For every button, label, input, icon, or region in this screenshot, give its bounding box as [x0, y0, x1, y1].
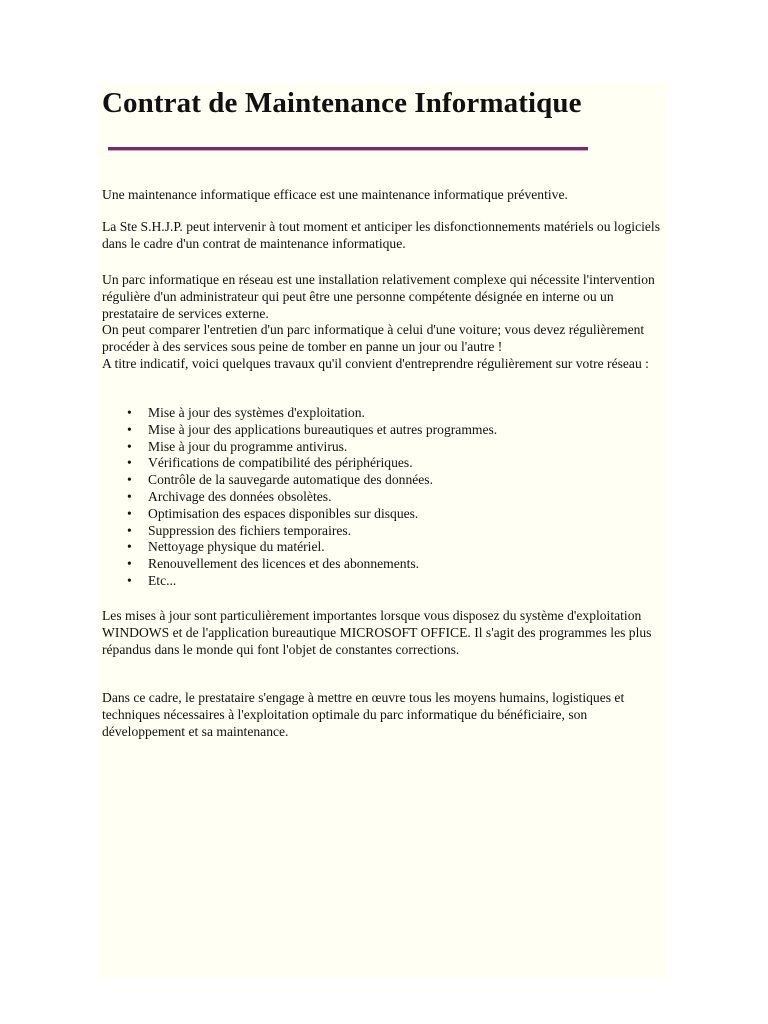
intro-paragraph: Une maintenance informatique efficace est une maintenance informatique préventive.	[102, 187, 568, 202]
bullet-icon: •	[127, 505, 132, 521]
task-text: Nettoyage physique du matériel.	[148, 539, 325, 555]
title-underline-rule	[108, 147, 588, 151]
list-item	[102, 489, 497, 506]
task-text: Etc...	[148, 572, 177, 588]
bullet-icon: •	[127, 472, 132, 488]
list-item	[102, 556, 497, 573]
list-item	[102, 455, 497, 472]
document-page	[98, 83, 668, 978]
task-list	[102, 405, 497, 590]
list-item	[102, 523, 497, 540]
list-item	[102, 422, 497, 439]
commitment-paragraph: Dans ce cadre, le prestataire s'engage à mettre en œuvre tous les moyens humains, logistiques et techniques nécessaires à l'exploitation optimale du parc informatique du bénéficiaire, son développement et sa maintenance.	[102, 690, 625, 739]
task-text: Vérifications de compatibilité des périphériques.	[148, 455, 413, 471]
updates-paragraph: Les mises à jour sont particulièrement importantes lorsque vous disposez du système d'exploitation WINDOWS et de l'application bureautique MICROSOFT OFFICE. Il s'agit des programmes les plus répandus dans le monde qui font l'objet de constantes corrections.	[102, 608, 652, 657]
list-item	[102, 472, 497, 489]
task-text: Optimisation des espaces disponibles sur disques.	[148, 505, 419, 521]
bullet-icon: •	[127, 539, 132, 555]
network-paragraph	[102, 272, 668, 373]
bullet-icon: •	[127, 455, 132, 471]
company-paragraph: La Ste S.H.J.P. peut intervenir à tout moment et anticiper les disfonctionnements matériels ou logiciels dans le cadre d'un contrat de maintenance informatique.	[102, 219, 660, 251]
list-item	[102, 506, 497, 523]
task-text: Mise à jour des applications bureautiques et autres programmes.	[148, 421, 498, 437]
task-text: Renouvellement des licences et des abonnements.	[148, 556, 420, 572]
bullet-icon: •	[127, 421, 132, 437]
network-paragraph-line: On peut comparer l'entretien d'un parc informatique à celui d'une voiture; vous devez régulièrement procéder à des services sous peine de tomber en panne un jour ou l'autre !	[102, 322, 645, 355]
bullet-icon: •	[127, 488, 132, 504]
list-item	[102, 439, 497, 456]
list-item	[102, 539, 497, 556]
bullet-icon: •	[127, 572, 132, 588]
network-paragraph-line: A titre indicatif, voici quelques travaux qu'il convient d'entreprendre régulièrement sur votre réseau :	[102, 355, 649, 371]
document-title: Contrat de Maintenance Informatique	[102, 87, 582, 119]
bullet-icon: •	[127, 405, 132, 420]
task-text: Mise à jour des systèmes d'exploitation.	[148, 405, 365, 420]
task-text: Mise à jour du programme antivirus.	[148, 438, 348, 454]
network-paragraph-line: Un parc informatique en réseau est une installation relativement complexe qui nécessite l'intervention régulière d'un administrateur qui peut être une personne compétente désignée en interne ou un prestataire de services externe.	[102, 272, 655, 321]
list-item	[102, 573, 497, 590]
bullet-icon: •	[127, 522, 132, 538]
task-text: Suppression des fichiers temporaires.	[148, 522, 352, 538]
bullet-icon: •	[127, 556, 132, 572]
task-text: Archivage des données obsolètes.	[148, 488, 332, 504]
bullet-icon: •	[127, 438, 132, 454]
list-item	[102, 405, 497, 422]
task-text: Contrôle de la sauvegarde automatique des données.	[148, 472, 433, 488]
